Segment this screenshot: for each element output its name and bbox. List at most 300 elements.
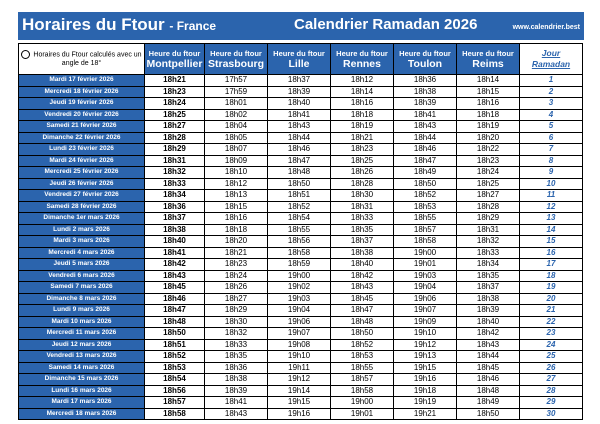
column-header-montpellier	[145, 44, 205, 75]
time-cell-montpellier: 18h33	[145, 178, 205, 190]
time-cell-lille: 18h54	[268, 213, 331, 225]
time-cell-strasbourg: 18h05	[205, 132, 268, 144]
time-cell-toulon: 19h19	[394, 397, 457, 409]
column-header-city: Strasbourg	[207, 57, 264, 70]
time-cell-lille: 19h02	[268, 282, 331, 294]
time-cell-strasbourg: 18h41	[205, 397, 268, 409]
time-cell-montpellier: 18h37	[145, 213, 205, 225]
time-cell-rennes: 18h57	[331, 374, 394, 386]
time-cell-strasbourg: 18h23	[205, 259, 268, 271]
time-cell-strasbourg: 18h30	[205, 316, 268, 328]
column-header-strasbourg	[205, 44, 268, 75]
time-cell-toulon: 18h55	[394, 213, 457, 225]
time-cell-rennes: 18h58	[331, 385, 394, 397]
ramadan-day-cell: 25	[520, 351, 583, 363]
time-cell-toulon: 18h38	[394, 86, 457, 98]
time-cell-reims: 18h33	[457, 247, 520, 259]
time-cell-strasbourg: 18h27	[205, 293, 268, 305]
column-header-city: Rennes	[343, 57, 381, 70]
time-cell-reims: 18h15	[457, 86, 520, 98]
time-cell-toulon: 19h12	[394, 339, 457, 351]
time-cell-toulon: 18h41	[394, 109, 457, 121]
time-cell-montpellier: 18h51	[145, 339, 205, 351]
time-cell-rennes: 18h18	[331, 109, 394, 121]
ramadan-day-cell: 1	[520, 75, 583, 87]
column-header-city: Toulon	[407, 57, 443, 70]
time-cell-rennes: 18h50	[331, 328, 394, 340]
time-cell-lille: 19h03	[268, 293, 331, 305]
table-row	[19, 121, 583, 133]
date-cell: Mardi 3 mars 2026	[19, 236, 145, 248]
column-header-rennes	[331, 44, 394, 75]
table-row	[19, 397, 583, 409]
date-cell: Vendredi 13 mars 2026	[19, 351, 145, 363]
time-cell-montpellier: 18h52	[145, 351, 205, 363]
date-cell: Vendredi 20 février 2026	[19, 109, 145, 121]
date-cell: Samedi 7 mars 2026	[19, 282, 145, 294]
time-cell-toulon: 18h52	[394, 190, 457, 202]
time-cell-reims: 18h40	[457, 316, 520, 328]
time-cell-strasbourg: 18h24	[205, 270, 268, 282]
ramadan-day-cell: 18	[520, 270, 583, 282]
time-cell-montpellier: 18h36	[145, 201, 205, 213]
date-cell: Vendredi 27 février 2026	[19, 190, 145, 202]
time-cell-reims: 18h23	[457, 155, 520, 167]
table-row	[19, 408, 583, 420]
date-cell: Samedi 14 mars 2026	[19, 362, 145, 374]
time-cell-montpellier: 18h47	[145, 305, 205, 317]
time-cell-toulon: 19h16	[394, 374, 457, 386]
column-header-label: Heure du ftour	[399, 48, 451, 58]
calendar-title: Calendrier Ramadan 2026	[294, 16, 478, 33]
column-header-toulon	[394, 44, 457, 75]
time-cell-toulon: 19h07	[394, 305, 457, 317]
date-cell: Dimanche 8 mars 2026	[19, 293, 145, 305]
time-cell-montpellier: 18h48	[145, 316, 205, 328]
time-cell-reims: 18h20	[457, 132, 520, 144]
time-cell-rennes: 18h47	[331, 305, 394, 317]
date-cell: Mercredi 25 février 2026	[19, 167, 145, 179]
table-row	[19, 86, 583, 98]
date-cell: Mardi 10 mars 2026	[19, 316, 145, 328]
date-cell: Jeudi 12 mars 2026	[19, 339, 145, 351]
ramadan-day-cell: 30	[520, 408, 583, 420]
jour-ramadan-label: Jour	[541, 48, 561, 58]
time-cell-reims: 18h37	[457, 282, 520, 294]
table-row	[19, 339, 583, 351]
page-title	[22, 15, 216, 35]
calculation-note	[19, 44, 145, 75]
date-cell: Mercredi 18 février 2026	[19, 86, 145, 98]
ramadan-day-cell: 9	[520, 167, 583, 179]
time-cell-montpellier: 18h56	[145, 385, 205, 397]
time-cell-reims: 18h19	[457, 121, 520, 133]
time-cell-lille: 18h46	[268, 144, 331, 156]
ramadan-day-cell: 24	[520, 339, 583, 351]
ramadan-day-cell: 22	[520, 316, 583, 328]
table-row	[19, 282, 583, 294]
time-cell-toulon: 19h03	[394, 270, 457, 282]
table-row	[19, 270, 583, 282]
jour-ramadan-label: Ramadan	[531, 59, 571, 69]
time-cell-reims: 18h18	[457, 109, 520, 121]
time-cell-montpellier: 18h50	[145, 328, 205, 340]
time-cell-strasbourg: 17h59	[205, 86, 268, 98]
title-banner	[18, 12, 584, 40]
time-cell-strasbourg: 18h21	[205, 247, 268, 259]
time-cell-reims: 18h28	[457, 201, 520, 213]
ramadan-day-cell: 27	[520, 374, 583, 386]
table-row	[19, 224, 583, 236]
time-cell-reims: 18h45	[457, 362, 520, 374]
site-url: www.calendrier.best	[512, 24, 580, 31]
table-row	[19, 167, 583, 179]
time-cell-lille: 18h51	[268, 190, 331, 202]
time-cell-montpellier: 18h58	[145, 408, 205, 420]
time-cell-lille: 19h14	[268, 385, 331, 397]
time-cell-rennes: 18h26	[331, 167, 394, 179]
time-cell-lille: 18h44	[268, 132, 331, 144]
time-cell-montpellier: 18h46	[145, 293, 205, 305]
time-cell-montpellier: 18h45	[145, 282, 205, 294]
ramadan-day-cell: 28	[520, 385, 583, 397]
ramadan-day-cell: 6	[520, 132, 583, 144]
time-cell-lille: 18h52	[268, 201, 331, 213]
time-cell-rennes: 18h31	[331, 201, 394, 213]
time-cell-lille: 18h58	[268, 247, 331, 259]
time-cell-rennes: 18h43	[331, 282, 394, 294]
time-cell-toulon: 19h10	[394, 328, 457, 340]
time-cell-strasbourg: 18h32	[205, 328, 268, 340]
time-cell-lille: 18h55	[268, 224, 331, 236]
time-cell-reims: 18h32	[457, 236, 520, 248]
time-cell-reims: 18h31	[457, 224, 520, 236]
time-cell-lille: 19h04	[268, 305, 331, 317]
time-cell-montpellier: 18h25	[145, 109, 205, 121]
time-cell-lille: 18h47	[268, 155, 331, 167]
column-header-label: Heure du ftour	[210, 48, 262, 58]
ramadan-day-cell: 17	[520, 259, 583, 271]
time-cell-toulon: 19h18	[394, 385, 457, 397]
time-cell-montpellier: 18h53	[145, 362, 205, 374]
time-cell-toulon: 18h43	[394, 121, 457, 133]
table-row	[19, 293, 583, 305]
time-cell-toulon: 19h06	[394, 293, 457, 305]
table-row	[19, 236, 583, 248]
time-cell-reims: 18h24	[457, 167, 520, 179]
ramadan-day-cell: 4	[520, 109, 583, 121]
time-cell-toulon: 19h15	[394, 362, 457, 374]
table-row	[19, 247, 583, 259]
time-cell-reims: 18h29	[457, 213, 520, 225]
time-cell-rennes: 18h52	[331, 339, 394, 351]
column-header-label: Heure du ftour	[273, 48, 325, 58]
time-cell-reims: 18h49	[457, 397, 520, 409]
table-header-row	[19, 44, 583, 75]
time-cell-strasbourg: 18h07	[205, 144, 268, 156]
date-cell: Lundi 16 mars 2026	[19, 385, 145, 397]
time-cell-lille: 18h43	[268, 121, 331, 133]
time-cell-montpellier: 18h23	[145, 86, 205, 98]
time-cell-reims: 18h22	[457, 144, 520, 156]
table-row	[19, 213, 583, 225]
time-cell-rennes: 19h01	[331, 408, 394, 420]
time-cell-reims: 18h44	[457, 351, 520, 363]
date-cell: Samedi 28 février 2026	[19, 201, 145, 213]
time-cell-rennes: 18h42	[331, 270, 394, 282]
date-cell: Lundi 9 mars 2026	[19, 305, 145, 317]
time-cell-lille: 19h08	[268, 339, 331, 351]
ramadan-day-cell: 19	[520, 282, 583, 294]
date-cell: Dimanche 15 mars 2026	[19, 374, 145, 386]
ramadan-day-cell: 20	[520, 293, 583, 305]
date-cell: Samedi 21 février 2026	[19, 121, 145, 133]
ramadan-day-cell: 8	[520, 155, 583, 167]
time-cell-toulon: 19h01	[394, 259, 457, 271]
ramadan-day-cell: 12	[520, 201, 583, 213]
time-cell-montpellier: 18h38	[145, 224, 205, 236]
time-cell-strasbourg: 18h13	[205, 190, 268, 202]
ramadan-day-cell: 15	[520, 236, 583, 248]
time-cell-lille: 19h11	[268, 362, 331, 374]
time-cell-lille: 18h37	[268, 75, 331, 87]
time-cell-strasbourg: 18h16	[205, 213, 268, 225]
table-row	[19, 362, 583, 374]
time-cell-strasbourg: 18h18	[205, 224, 268, 236]
table-row	[19, 385, 583, 397]
table-row	[19, 98, 583, 110]
time-cell-reims: 18h34	[457, 259, 520, 271]
date-cell: Mardi 17 mars 2026	[19, 397, 145, 409]
time-cell-montpellier: 18h54	[145, 374, 205, 386]
ramadan-day-cell: 3	[520, 98, 583, 110]
time-cell-lille: 18h48	[268, 167, 331, 179]
ramadan-day-cell: 21	[520, 305, 583, 317]
table-row	[19, 190, 583, 202]
time-cell-reims: 18h48	[457, 385, 520, 397]
time-cell-strasbourg: 18h39	[205, 385, 268, 397]
time-cell-reims: 18h27	[457, 190, 520, 202]
table-row	[19, 259, 583, 271]
date-cell: Mardi 17 février 2026	[19, 75, 145, 87]
column-header-city: Reims	[472, 57, 504, 70]
time-cell-rennes: 18h25	[331, 155, 394, 167]
table-row	[19, 351, 583, 363]
time-cell-rennes: 19h00	[331, 397, 394, 409]
date-cell: Mercredi 18 mars 2026	[19, 408, 145, 420]
time-cell-strasbourg: 18h38	[205, 374, 268, 386]
time-cell-rennes: 18h12	[331, 75, 394, 87]
time-cell-toulon: 18h36	[394, 75, 457, 87]
date-cell: Mercredi 4 mars 2026	[19, 247, 145, 259]
column-header-label: Heure du ftour	[148, 48, 201, 58]
time-cell-toulon: 18h47	[394, 155, 457, 167]
time-cell-lille: 19h06	[268, 316, 331, 328]
table-row	[19, 316, 583, 328]
time-cell-lille: 19h12	[268, 374, 331, 386]
time-cell-lille: 18h59	[268, 259, 331, 271]
ramadan-day-cell: 2	[520, 86, 583, 98]
time-cell-strasbourg: 18h33	[205, 339, 268, 351]
time-cell-lille: 18h41	[268, 109, 331, 121]
time-cell-montpellier: 18h40	[145, 236, 205, 248]
date-cell: Dimanche 22 février 2026	[19, 132, 145, 144]
time-cell-reims: 18h16	[457, 98, 520, 110]
time-cell-rennes: 18h28	[331, 178, 394, 190]
date-cell: Lundi 23 février 2026	[19, 144, 145, 156]
time-cell-lille: 19h07	[268, 328, 331, 340]
time-cell-toulon: 19h13	[394, 351, 457, 363]
country-subtitle: - France	[169, 19, 217, 33]
time-cell-rennes: 18h55	[331, 362, 394, 374]
date-cell: Vendredi 6 mars 2026	[19, 270, 145, 282]
column-header-reims	[457, 44, 520, 75]
table-row	[19, 109, 583, 121]
time-cell-reims: 18h42	[457, 328, 520, 340]
time-cell-toulon: 18h50	[394, 178, 457, 190]
table-row	[19, 201, 583, 213]
ramadan-day-cell: 23	[520, 328, 583, 340]
ramadan-day-cell: 10	[520, 178, 583, 190]
clock-icon	[21, 50, 30, 59]
time-cell-rennes: 18h19	[331, 121, 394, 133]
time-cell-strasbourg: 18h01	[205, 98, 268, 110]
time-cell-toulon: 18h49	[394, 167, 457, 179]
ramadan-day-cell: 16	[520, 247, 583, 259]
ramadan-day-cell: 26	[520, 362, 583, 374]
table-body	[19, 75, 583, 420]
time-cell-strasbourg: 18h10	[205, 167, 268, 179]
date-cell: Mardi 24 février 2026	[19, 155, 145, 167]
time-cell-reims: 18h25	[457, 178, 520, 190]
time-cell-rennes: 18h33	[331, 213, 394, 225]
time-cell-rennes: 18h23	[331, 144, 394, 156]
time-cell-toulon: 19h09	[394, 316, 457, 328]
time-cell-rennes: 18h37	[331, 236, 394, 248]
time-cell-rennes: 18h45	[331, 293, 394, 305]
time-cell-montpellier: 18h34	[145, 190, 205, 202]
time-cell-lille: 18h50	[268, 178, 331, 190]
time-cell-reims: 18h14	[457, 75, 520, 87]
time-cell-montpellier: 18h31	[145, 155, 205, 167]
time-cell-lille: 19h00	[268, 270, 331, 282]
time-cell-rennes: 18h53	[331, 351, 394, 363]
table-row	[19, 328, 583, 340]
column-header-jour-ramadan	[520, 44, 583, 75]
ramadan-day-cell: 7	[520, 144, 583, 156]
time-cell-montpellier: 18h28	[145, 132, 205, 144]
time-cell-strasbourg: 18h26	[205, 282, 268, 294]
column-header-label: Heure du ftour	[336, 48, 388, 58]
table-row	[19, 374, 583, 386]
time-cell-montpellier: 18h43	[145, 270, 205, 282]
ramadan-day-cell: 14	[520, 224, 583, 236]
date-cell: Mercredi 11 mars 2026	[19, 328, 145, 340]
ramadan-day-cell: 11	[520, 190, 583, 202]
date-cell: Jeudi 19 février 2026	[19, 98, 145, 110]
time-cell-montpellier: 18h32	[145, 167, 205, 179]
time-cell-toulon: 18h46	[394, 144, 457, 156]
title-text: Horaires du Ftour	[22, 15, 165, 34]
time-cell-rennes: 18h21	[331, 132, 394, 144]
time-cell-toulon: 18h44	[394, 132, 457, 144]
time-cell-rennes: 18h30	[331, 190, 394, 202]
table-row	[19, 132, 583, 144]
time-cell-toulon: 19h00	[394, 247, 457, 259]
time-cell-toulon: 18h53	[394, 201, 457, 213]
table-row	[19, 144, 583, 156]
time-cell-rennes: 18h40	[331, 259, 394, 271]
time-cell-toulon: 19h21	[394, 408, 457, 420]
date-cell: Jeudi 26 février 2026	[19, 178, 145, 190]
column-header-label: Heure du ftour	[462, 48, 514, 58]
time-cell-toulon: 18h58	[394, 236, 457, 248]
table-row	[19, 75, 583, 87]
time-cell-strasbourg: 18h35	[205, 351, 268, 363]
time-cell-lille: 18h39	[268, 86, 331, 98]
time-cell-toulon: 18h39	[394, 98, 457, 110]
time-cell-reims: 18h39	[457, 305, 520, 317]
time-cell-reims: 18h35	[457, 270, 520, 282]
time-cell-reims: 18h46	[457, 374, 520, 386]
time-cell-strasbourg: 17h57	[205, 75, 268, 87]
time-cell-rennes: 18h38	[331, 247, 394, 259]
time-cell-strasbourg: 18h12	[205, 178, 268, 190]
time-cell-rennes: 18h14	[331, 86, 394, 98]
ramadan-day-cell: 13	[520, 213, 583, 225]
time-cell-montpellier: 18h57	[145, 397, 205, 409]
time-cell-strasbourg: 18h02	[205, 109, 268, 121]
time-cell-strasbourg: 18h09	[205, 155, 268, 167]
date-cell: Dimanche 1er mars 2026	[19, 213, 145, 225]
time-cell-lille: 18h56	[268, 236, 331, 248]
time-cell-strasbourg: 18h20	[205, 236, 268, 248]
column-header-city: Lille	[288, 57, 310, 70]
time-cell-strasbourg: 18h43	[205, 408, 268, 420]
time-cell-montpellier: 18h41	[145, 247, 205, 259]
time-cell-montpellier: 18h27	[145, 121, 205, 133]
time-cell-strasbourg: 18h15	[205, 201, 268, 213]
calculation-note-text: Horaires du Ftour calculés avec un angle de 18°	[33, 51, 142, 68]
time-cell-toulon: 18h57	[394, 224, 457, 236]
time-cell-rennes: 18h16	[331, 98, 394, 110]
time-cell-lille: 19h15	[268, 397, 331, 409]
time-cell-montpellier: 18h24	[145, 98, 205, 110]
time-cell-montpellier: 18h21	[145, 75, 205, 87]
table-row	[19, 305, 583, 317]
date-cell: Lundi 2 mars 2026	[19, 224, 145, 236]
ramadan-day-cell: 5	[520, 121, 583, 133]
date-cell: Jeudi 5 mars 2026	[19, 259, 145, 271]
table-row	[19, 178, 583, 190]
time-cell-lille: 19h16	[268, 408, 331, 420]
table-row	[19, 155, 583, 167]
time-cell-reims: 18h43	[457, 339, 520, 351]
time-cell-lille: 18h40	[268, 98, 331, 110]
column-header-lille	[268, 44, 331, 75]
time-cell-rennes: 18h35	[331, 224, 394, 236]
time-cell-strasbourg: 18h04	[205, 121, 268, 133]
time-cell-montpellier: 18h29	[145, 144, 205, 156]
column-header-city: Montpellier	[146, 57, 203, 70]
ramadan-day-cell: 29	[520, 397, 583, 409]
time-cell-reims: 18h38	[457, 293, 520, 305]
time-cell-strasbourg: 18h36	[205, 362, 268, 374]
time-cell-lille: 19h10	[268, 351, 331, 363]
ftour-times-table	[18, 43, 583, 420]
time-cell-montpellier: 18h42	[145, 259, 205, 271]
time-cell-rennes: 18h48	[331, 316, 394, 328]
